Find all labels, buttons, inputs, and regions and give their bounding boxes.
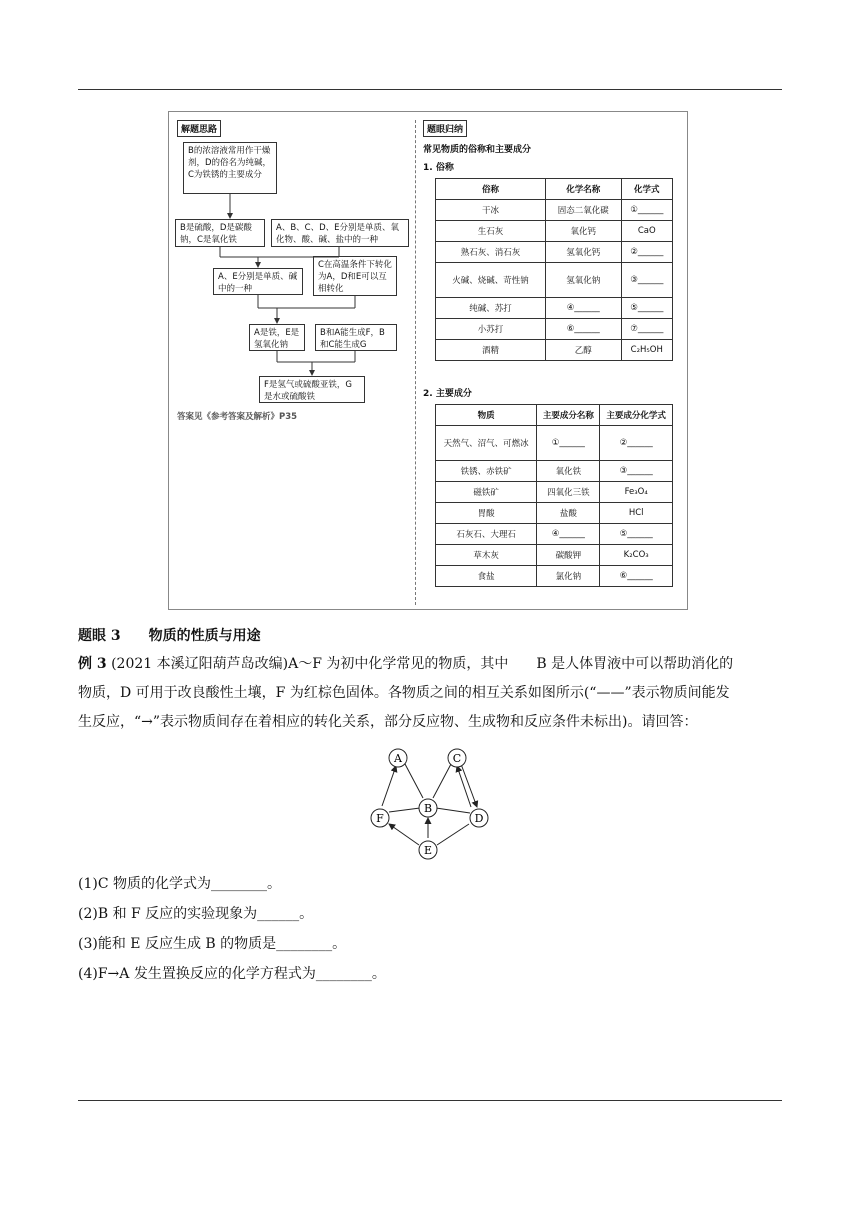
relationship-diagram <box>365 742 495 862</box>
names-table-cell: 氧化钙 <box>545 221 621 242</box>
names-table-header-1: 化学名称 <box>545 179 621 200</box>
main-components-table <box>435 404 673 587</box>
names-table-cell: ②______ <box>621 242 672 263</box>
table-row <box>436 482 673 503</box>
names-table-cell: 乙醇 <box>545 340 621 361</box>
key-summary-tag: 题眼归纳 <box>423 120 467 137</box>
section-title: 题眼 3 物质的性质与用途 <box>78 628 261 644</box>
components-table-cell: ②______ <box>600 426 673 461</box>
node-b-label: B <box>423 802 433 815</box>
example-line-1 <box>78 654 733 674</box>
bottom-rule <box>78 1100 782 1101</box>
flow-box-4: A、E分别是单质、碱中的一种 <box>213 268 303 295</box>
names-table-cell: 小苏打 <box>436 319 546 340</box>
solution-approach-tag: 解题思路 <box>177 120 221 137</box>
names-table-cell: 氢氧化钠 <box>545 263 621 298</box>
table-row <box>436 426 673 461</box>
question-2: (2)B 和 F 反应的实验现象为______。 <box>78 906 314 922</box>
question-1: (1)C 物质的化学式为________。 <box>78 876 281 892</box>
components-table-cell: ⑥______ <box>600 566 673 587</box>
components-table-cell: 天然气、沼气、可燃冰 <box>436 426 537 461</box>
components-table-cell: K₂CO₃ <box>600 545 673 566</box>
names-table-cell: ⑦______ <box>621 319 672 340</box>
components-table-cell: 铁锈、赤铁矿 <box>436 461 537 482</box>
components-table-cell: Fe₃O₄ <box>600 482 673 503</box>
flow-box-8: F是氢气或硫酸亚铁，G是水或硫酸铁 <box>259 376 365 403</box>
components-table-cell: ④______ <box>537 524 600 545</box>
components-table-cell: 石灰石、大理石 <box>436 524 537 545</box>
example-text-1: A～F 为初中化学常见的物质，其中 B 是人体胃液中可以帮助消化的 <box>288 656 734 672</box>
node-c-label: C <box>452 752 462 765</box>
names-table-cell: 纯碱、苏打 <box>436 298 546 319</box>
components-table-cell: ③______ <box>600 461 673 482</box>
flow-arrows <box>169 112 415 412</box>
summary-figure <box>168 111 688 610</box>
names-table-header-2: 化学式 <box>621 179 672 200</box>
names-table-cell: CaO <box>621 221 672 242</box>
table-row <box>436 566 673 587</box>
flow-box-3: A、B、C、D、E分别是单质、氧化物、酸、碱、盐中的一种 <box>271 219 409 247</box>
components-table-cell: 氯化钠 <box>537 566 600 587</box>
question-3: (3)能和 E 反应生成 B 的物质是________。 <box>78 936 347 952</box>
table-row <box>436 545 673 566</box>
answer-reference: 答案见《参考答案及解析》P35 <box>177 412 298 422</box>
components-table-cell: 氧化铁 <box>537 461 600 482</box>
flow-box-5: C在高温条件下转化为A，D和E可以互相转化 <box>313 256 397 296</box>
flow-box-7: B和A能生成F，B和C能生成G <box>315 324 397 351</box>
common-names-table <box>435 178 673 361</box>
example-line-2: 物质，D 可用于改良酸性土壤，F 为红棕色固体。各物质之间的相互关系如图所示(“——”表示物质间能发 <box>78 685 730 701</box>
names-table-cell: 火碱、烧碱、苛性钠 <box>436 263 546 298</box>
names-table-header-0: 俗称 <box>436 179 546 200</box>
components-table-header-1: 主要成分名称 <box>537 405 600 426</box>
components-table-cell: 碳酸钾 <box>537 545 600 566</box>
flow-box-2: B是硫酸，D是碳酸钠，C是氧化铁 <box>175 219 265 247</box>
example-label: 例 3 <box>78 656 107 672</box>
table-row <box>436 221 673 242</box>
node-f-label: F <box>376 812 384 825</box>
components-table-cell: HCl <box>600 503 673 524</box>
table-row <box>436 298 673 319</box>
example-source: (2021 本溪辽阳葫芦岛改编) <box>111 656 289 672</box>
table-row <box>436 242 673 263</box>
names-table-cell: 氢氧化钙 <box>545 242 621 263</box>
example-line-3: 生反应，“→”表示物质间存在着相应的转化关系，部分反应物、生成物和反应条件未标出)。请回答： <box>78 714 698 730</box>
components-table-header-2: 主要成分化学式 <box>600 405 673 426</box>
names-table-cell: ①______ <box>621 200 672 221</box>
components-table-cell: 盐酸 <box>537 503 600 524</box>
table-row <box>436 340 673 361</box>
names-table-cell: ⑤______ <box>621 298 672 319</box>
figure-divider <box>415 120 416 605</box>
names-table-cell: 熟石灰、消石灰 <box>436 242 546 263</box>
names-table-cell: 生石灰 <box>436 221 546 242</box>
components-table-cell: ⑤______ <box>600 524 673 545</box>
names-table-cell: 固态二氧化碳 <box>545 200 621 221</box>
section-main-components: 2. 主要成分 <box>423 389 472 399</box>
table-row <box>436 200 673 221</box>
table-row <box>436 461 673 482</box>
flow-box-1: B的浓溶液常用作干燥剂，D的俗名为纯碱，C为铁锈的主要成分 <box>183 142 277 194</box>
names-table-cell: 干冰 <box>436 200 546 221</box>
table-row <box>436 319 673 340</box>
components-table-cell: 磁铁矿 <box>436 482 537 503</box>
components-table-cell: 草木灰 <box>436 545 537 566</box>
summary-heading: 常见物质的俗称和主要成分 <box>423 145 532 155</box>
table-row <box>436 503 673 524</box>
section-common-names: 1. 俗称 <box>423 163 454 173</box>
flow-box-6: A是铁，E是氢氧化钠 <box>249 324 305 351</box>
names-table-cell: ③______ <box>621 263 672 298</box>
table-row <box>436 524 673 545</box>
question-4: (4)F→A 发生置换反应的化学方程式为________。 <box>78 966 386 982</box>
components-table-cell: 胃酸 <box>436 503 537 524</box>
components-table-cell: 食盐 <box>436 566 537 587</box>
components-table-cell: ①______ <box>537 426 600 461</box>
node-d-label: D <box>474 812 484 825</box>
components-table-header-0: 物质 <box>436 405 537 426</box>
node-e-label: E <box>423 844 433 857</box>
table-row <box>436 263 673 298</box>
names-table-cell: ⑥______ <box>545 319 621 340</box>
names-table-cell: C₂H₅OH <box>621 340 672 361</box>
names-table-cell: ④______ <box>545 298 621 319</box>
top-rule <box>78 89 782 90</box>
node-a-label: A <box>394 752 402 765</box>
components-table-cell: 四氧化三铁 <box>537 482 600 503</box>
names-table-cell: 酒精 <box>436 340 546 361</box>
